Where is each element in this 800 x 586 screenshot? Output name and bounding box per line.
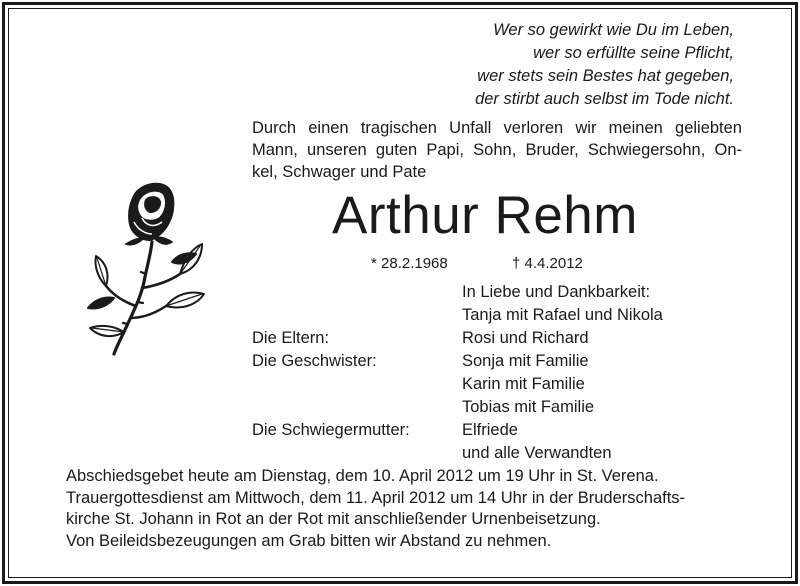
- mourner-names: Elfriede: [462, 421, 518, 439]
- mourner-row: [252, 281, 732, 304]
- memorial-poem: [475, 19, 734, 111]
- announcement-line: Durch einen tragischen Unfall verloren wir meinen geliebten: [252, 119, 742, 137]
- poem-line: wer so erfüllte seine Pflicht,: [533, 44, 734, 62]
- mourner-names: und alle Verwandten: [462, 444, 612, 462]
- funeral-detail-line: kirche St. Johann in Rot an der Rot mit anschließender Urnenbeisetzung.: [66, 510, 601, 528]
- funeral-details: [66, 466, 742, 552]
- announcement-line: kel, Schwager und Pate: [252, 163, 427, 181]
- mourner-row: [252, 327, 732, 350]
- mourner-names: Rosi und Richard: [462, 329, 589, 347]
- mourner-row: [252, 373, 732, 396]
- announcement-line: Mann, unseren guten Papi, Sohn, Bruder, Schwiegersohn, On-: [252, 141, 742, 159]
- mourner-row: [252, 396, 732, 419]
- funeral-detail-line: Von Beileidsbezeugungen am Grab bitten wir Abstand zu nehmen.: [66, 531, 552, 550]
- mourner-names: Tobias mit Familie: [462, 398, 595, 416]
- rose-icon: [80, 178, 220, 358]
- mourner-role: Die Eltern:: [252, 329, 330, 347]
- mourner-row: [252, 419, 732, 442]
- birth-date: * 28.2.1968: [371, 255, 448, 272]
- mourner-row: [252, 304, 732, 327]
- deceased-name: Arthur Rehm: [332, 186, 638, 245]
- death-date: † 4.4.2012: [512, 255, 583, 272]
- mourner-names: Sonja mit Familie: [462, 352, 589, 370]
- funeral-detail-line: Abschiedsgebet heute am Dienstag, dem 10. April 2012 um 19 Uhr in St. Verena.: [66, 467, 659, 485]
- announcement-text: [252, 117, 742, 183]
- poem-line: wer stets sein Bestes hat gegeben,: [477, 67, 734, 85]
- mourner-names: Karin mit Familie: [462, 375, 585, 393]
- mourner-role: Die Schwiegermutter:: [252, 421, 410, 439]
- mourner-names: Tanja mit Rafael und Nikola: [462, 306, 663, 324]
- mourner-row: [252, 350, 732, 373]
- mourner-names: In Liebe und Dankbarkeit:: [462, 283, 651, 301]
- mourner-role: Die Geschwister:: [252, 352, 377, 370]
- poem-line: Wer so gewirkt wie Du im Leben,: [493, 21, 734, 39]
- mourners-list: [252, 281, 732, 465]
- funeral-detail-line: Trauergottesdienst am Mittwoch, dem 11. April 2012 um 14 Uhr in der Bruderschafts-: [66, 488, 686, 507]
- mourner-row: [252, 442, 732, 465]
- poem-line: der stirbt auch selbst im Tode nicht.: [475, 90, 734, 108]
